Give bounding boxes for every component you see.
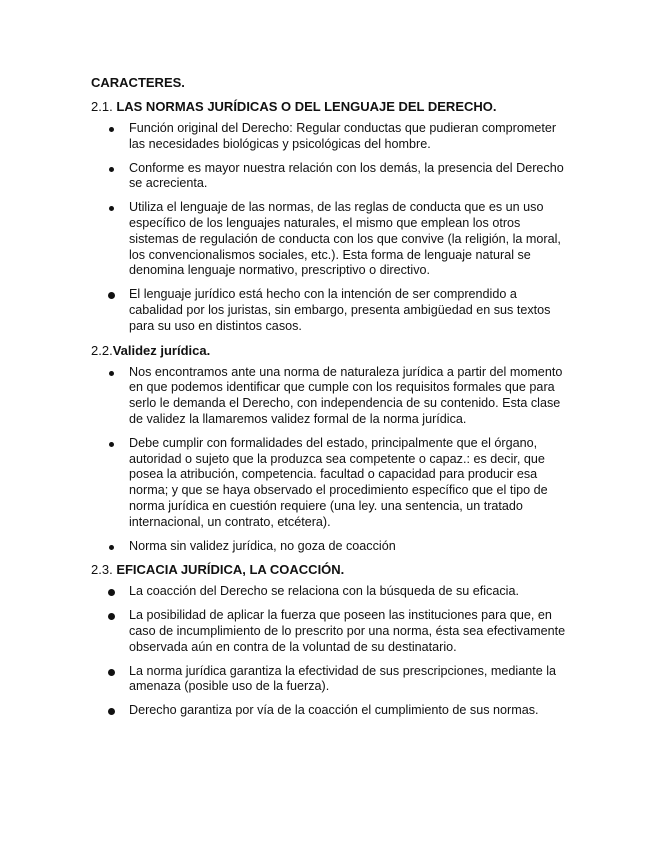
bullet-icon: [108, 292, 115, 299]
list-item: [91, 436, 569, 531]
list-item-text: Debe cumplir con formalidades del estado, principalmente que el órgano, autoridad o sujeto que la produzca sea competente o capaz.: es decir, que posea la atribución, competencia. facultad o capacidad para producir esa norma; y que se haya observado el procedimiento específico que el tipo de norma jurídica en cuestión requiere (una ley. una sentencia, un tratado internacional, un contrato, etcétera).: [129, 435, 548, 529]
list-item: [91, 584, 569, 600]
bullet-icon: [108, 613, 115, 620]
section-heading-2-3: [91, 562, 569, 578]
bullet-icon: [108, 589, 115, 596]
list-item-text: Derecho garantiza por vía de la coacción el cumplimiento de sus normas.: [129, 703, 539, 718]
list-item: [91, 539, 569, 555]
list-item-text: La posibilidad de aplicar la fuerza que poseen las instituciones para que, en caso de incumplimiento de lo prescrito por una norma, ésta sea efectivamente observada aún en contra de la voluntad de su destinatario.: [129, 608, 566, 654]
bullet-icon: [109, 545, 114, 550]
list-item-text: Función original del Derecho: Regular conductas que pudieran comprometer las necesidades biológicas y psicológicas del hombre.: [129, 121, 557, 151]
bullet-list-2-2: [91, 365, 569, 555]
list-item: [91, 287, 569, 334]
bullet-icon: [109, 371, 114, 376]
list-item-text: Nos encontramos ante una norma de naturaleza jurídica a partir del momento en que podemos identificar que cumple con los requisitos formales que para serlo le demanda el Derecho, con independencia de su contenido. Esta clase de validez la llamaremos validez formal de la norma jurídica.: [129, 364, 563, 426]
bullet-icon: [109, 206, 114, 211]
bullet-icon: [109, 127, 114, 132]
section-number: 2.3.: [91, 562, 113, 578]
section-title: Validez jurídica.: [112, 342, 211, 358]
list-item: [91, 365, 569, 428]
section-heading-2-2: [91, 343, 569, 359]
list-item-text: Utiliza el lenguaje de las normas, de las reglas de conducta que es un uso específico de los lenguajes naturales, el mismo que emplean los otros sistemas de regulación de conducta con los que convive (la religión, la moral, los convencionalismos sociales, etc.). Esta forma de lenguaje natural se denomina lenguaje normativo, prescriptivo o directivo.: [129, 200, 561, 278]
section-title: LAS NORMAS JURÍDICAS O DEL LENGUAJE DEL DERECHO.: [116, 99, 497, 114]
bullet-icon: [108, 669, 115, 676]
list-item-text: Conforme es mayor nuestra relación con los demás, la presencia del Derecho se acrecienta.: [129, 160, 564, 191]
list-item-text: Norma sin validez jurídica, no goza de coacción: [129, 538, 396, 553]
bullet-icon: [108, 708, 115, 715]
list-item: [91, 161, 569, 193]
section-number: 2.2.: [91, 342, 113, 358]
document-title: CARACTERES.: [91, 75, 185, 90]
bullet-icon: [109, 167, 114, 172]
section-heading-2-1: [91, 99, 569, 115]
list-item-text: La coacción del Derecho se relaciona con la búsqueda de su eficacia.: [129, 584, 519, 599]
bullet-icon: [109, 442, 114, 447]
list-item: [91, 200, 569, 279]
list-item: [91, 703, 569, 719]
list-item-text: El lenguaje jurídico está hecho con la intención de ser comprendido a cabalidad por los juristas, sin embargo, presenta ambigüedad en sus textos para su uso en distintos casos.: [129, 287, 551, 333]
list-item: [91, 121, 569, 153]
section-number: 2.1.: [91, 99, 113, 114]
section-title: EFICACIA JURÍDICA, LA COACCIÓN.: [116, 562, 345, 578]
list-item: [91, 664, 569, 696]
bullet-list-2-1: [91, 121, 569, 335]
list-item-text: La norma jurídica garantiza la efectividad de sus prescripciones, mediante la amenaza (posible uso de la fuerza).: [129, 663, 557, 694]
list-item: [91, 608, 569, 655]
bullet-list-2-3: [91, 584, 569, 719]
